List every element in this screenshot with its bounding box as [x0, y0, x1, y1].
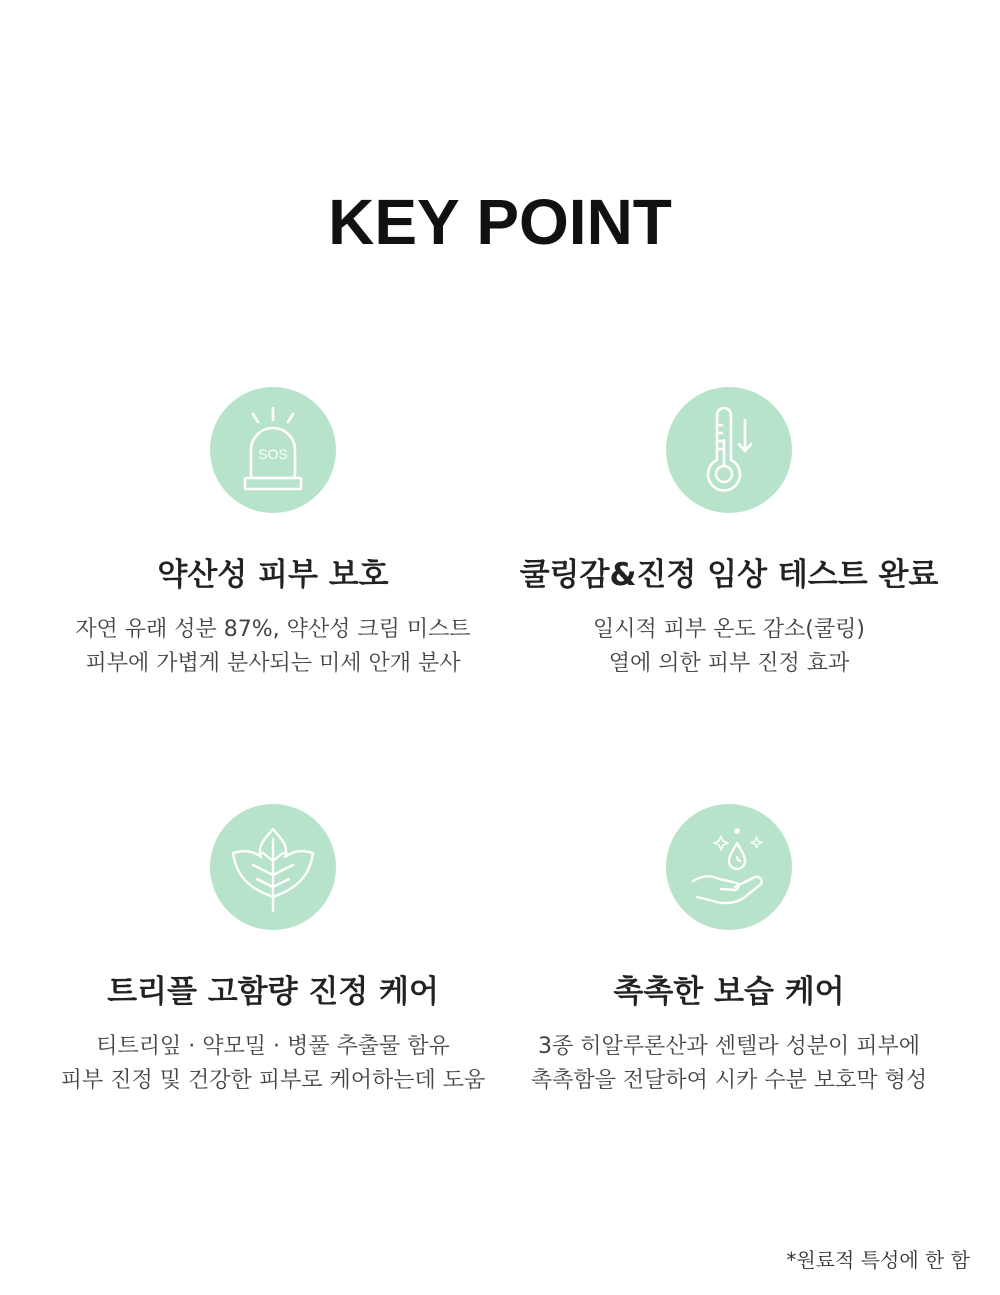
card-title: 촉촉한 보습 케어 [613, 974, 845, 1010]
description-line: 티트리잎 · 약모밀 · 병풀 추출물 함유 [96, 1034, 450, 1059]
card-title: 약산성 피부 보호 [157, 557, 389, 593]
sos-alarm-icon [223, 400, 323, 500]
description-line: 자연 유래 성분 87%, 약산성 크림 미스트 [75, 617, 471, 642]
icon-circle [210, 387, 336, 513]
icon-circle [666, 387, 792, 513]
page-title: KEY POINT [328, 186, 672, 258]
card-description [43, 1030, 503, 1098]
card-description [499, 613, 959, 681]
description-line: 피부 진정 및 건강한 피부로 케어하는데 도움 [60, 1068, 486, 1093]
card-description [43, 613, 503, 681]
leaf-icon [223, 817, 323, 917]
card-title: 트리플 고함량 진정 케어 [107, 974, 439, 1010]
footnote: *원료적 특성에 한 함 [786, 1248, 970, 1272]
key-point-card-2 [499, 387, 959, 681]
description-line: 열에 의한 피부 진정 효과 [608, 651, 850, 676]
card-description [499, 1030, 959, 1098]
icon-circle [210, 804, 336, 930]
icon-circle [666, 804, 792, 930]
card-title: 쿨링감&진정 임상 테스트 완료 [519, 557, 939, 593]
key-point-card-4 [499, 804, 959, 1098]
description-line: 일시적 피부 온도 감소(쿨링) [593, 617, 865, 642]
thermometer-down-icon [679, 400, 779, 500]
key-point-card-3 [43, 804, 503, 1098]
description-line: 촉촉함을 전달하여 시카 수분 보호막 형성 [530, 1068, 928, 1093]
description-line: 피부에 가볍게 분사되는 미세 안개 분사 [85, 651, 461, 676]
svg-text:SOS: SOS [258, 446, 288, 462]
description-line: 3종 히알루론산과 센텔라 성분이 피부에 [537, 1034, 920, 1059]
key-point-card-1 [43, 387, 503, 681]
hand-water-drop-icon [679, 817, 779, 917]
